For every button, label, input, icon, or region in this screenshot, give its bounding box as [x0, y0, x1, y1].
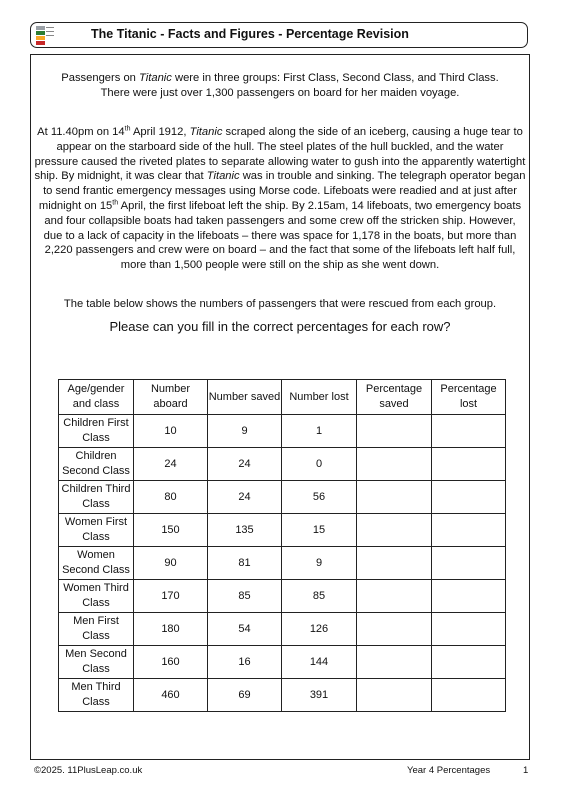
- percent-lost-answer-cell[interactable]: [432, 613, 506, 646]
- table-row: [59, 481, 506, 514]
- table-row: [59, 580, 506, 613]
- saved-cell: 135: [208, 514, 282, 547]
- table-header-row: [59, 380, 506, 415]
- lost-cell: 9: [282, 547, 357, 580]
- table-row: [59, 415, 506, 448]
- table-row: [59, 547, 506, 580]
- percent-lost-answer-cell[interactable]: [432, 679, 506, 712]
- percent-saved-answer-cell[interactable]: [357, 679, 432, 712]
- percent-lost-answer-cell[interactable]: [432, 415, 506, 448]
- group-cell: Men First Class: [59, 613, 134, 646]
- story-text: At 11.40pm on 14: [37, 126, 125, 138]
- group-cell: Women First Class: [59, 514, 134, 547]
- lost-cell: 144: [282, 646, 357, 679]
- percent-lost-answer-cell[interactable]: [432, 646, 506, 679]
- ship-name: Titanic: [206, 170, 240, 183]
- table-row: [59, 679, 506, 712]
- ordinal-suffix: th: [124, 125, 131, 133]
- lost-cell: 85: [282, 580, 357, 613]
- aboard-cell: 80: [134, 481, 208, 514]
- col-header: Number aboard: [134, 380, 208, 415]
- ordinal-suffix: th: [112, 199, 119, 207]
- percent-saved-answer-cell[interactable]: [357, 448, 432, 481]
- saved-cell: 81: [208, 547, 282, 580]
- story-paragraph: [34, 125, 526, 273]
- lost-cell: 391: [282, 679, 357, 712]
- saved-cell: 85: [208, 580, 282, 613]
- story-text: April 1912,: [130, 126, 190, 138]
- footer-course: Year 4 Percentages: [407, 765, 491, 776]
- header-bar: [30, 22, 528, 48]
- group-cell: Men Third Class: [59, 679, 134, 712]
- lost-cell: 56: [282, 481, 357, 514]
- intro-text: Passengers on: [61, 72, 140, 84]
- group-cell: Men Second Class: [59, 646, 134, 679]
- percent-lost-answer-cell[interactable]: [432, 547, 506, 580]
- page-title: The Titanic - Facts and Figures - Percentage Revision: [91, 27, 409, 41]
- aboard-cell: 24: [134, 448, 208, 481]
- group-cell: Women Third Class: [59, 580, 134, 613]
- story-text: scraped along the side of an iceberg, causing a huge tear to appear on the starboard side of the hull. The steel plates of the hull buckled, and the water pressure caused the riveted plates to separate allowing water to gush into the apparently watertight ship. By midnight, it was clear that: [34, 126, 526, 183]
- aboard-cell: 90: [134, 547, 208, 580]
- lost-cell: 15: [282, 514, 357, 547]
- lost-cell: 126: [282, 613, 357, 646]
- table-row: [59, 514, 506, 547]
- logo-icon: [36, 26, 54, 44]
- saved-cell: 24: [208, 481, 282, 514]
- group-cell: Children First Class: [59, 415, 134, 448]
- col-header: Number saved: [208, 380, 282, 415]
- percent-saved-answer-cell[interactable]: [357, 415, 432, 448]
- story-text: was in trouble and sinking. The telegraph operator began to send frantic emergency messages using Morse code. Lifeboats were readied and at just after midnight on 15: [38, 170, 526, 212]
- saved-cell: 9: [208, 415, 282, 448]
- percent-saved-answer-cell[interactable]: [357, 613, 432, 646]
- aboard-cell: 160: [134, 646, 208, 679]
- intro-text: were in three groups: First Class, Second Class, and Third Class.: [171, 72, 499, 84]
- saved-cell: 16: [208, 646, 282, 679]
- lost-cell: 1: [282, 415, 357, 448]
- saved-cell: 24: [208, 448, 282, 481]
- col-header: Number lost: [282, 380, 357, 415]
- intro-text: There were just over 1,300 passengers on board for her maiden voyage.: [100, 86, 460, 99]
- aboard-cell: 460: [134, 679, 208, 712]
- percent-saved-answer-cell[interactable]: [357, 547, 432, 580]
- percent-saved-answer-cell[interactable]: [357, 481, 432, 514]
- percent-lost-answer-cell[interactable]: [432, 448, 506, 481]
- percent-lost-answer-cell[interactable]: [432, 514, 506, 547]
- intro-paragraph: [34, 71, 526, 101]
- table-row: [59, 448, 506, 481]
- ship-name: Titanic: [139, 72, 172, 84]
- aboard-cell: 10: [134, 415, 208, 448]
- footer-page-number: 1: [523, 765, 529, 776]
- story-text: April, the first lifeboat left the ship. By 2.15am, 14 lifeboats, two emergency boats and four collapsible boats had taken passengers and some crew off the stricken ship. However, due to a lack of capacity in the lifeboats – there was space for 1,178 in the boats, but more than 2,220 passengers and crew were on board – and the fact that some of the lifeboats left half full, more than 1,500 people were still on the ship as she went down.: [43, 199, 522, 272]
- footer-copyright: ©2025. 11PlusLeap.co.uk: [34, 765, 143, 776]
- col-header: Percentage saved: [357, 380, 432, 415]
- table-row: [59, 646, 506, 679]
- percent-saved-answer-cell[interactable]: [357, 514, 432, 547]
- aboard-cell: 180: [134, 613, 208, 646]
- percent-lost-answer-cell[interactable]: [432, 580, 506, 613]
- table-row: [59, 613, 506, 646]
- group-cell: Children Second Class: [59, 448, 134, 481]
- col-header: Percentage lost: [432, 380, 506, 415]
- percent-saved-answer-cell[interactable]: [357, 580, 432, 613]
- group-cell: Women Second Class: [59, 547, 134, 580]
- question-prompt: Please can you fill in the correct percentages for each row?: [109, 319, 451, 334]
- aboard-cell: 150: [134, 514, 208, 547]
- percent-lost-answer-cell[interactable]: [432, 481, 506, 514]
- col-header: Age/gender and class: [59, 380, 134, 415]
- table-intro: The table below shows the numbers of passengers that were rescued from each group.: [63, 298, 497, 310]
- percentage-table: [58, 379, 506, 712]
- saved-cell: 69: [208, 679, 282, 712]
- saved-cell: 54: [208, 613, 282, 646]
- group-cell: Children Third Class: [59, 481, 134, 514]
- lost-cell: 0: [282, 448, 357, 481]
- aboard-cell: 170: [134, 580, 208, 613]
- ship-name: Titanic: [189, 126, 223, 138]
- percent-saved-answer-cell[interactable]: [357, 646, 432, 679]
